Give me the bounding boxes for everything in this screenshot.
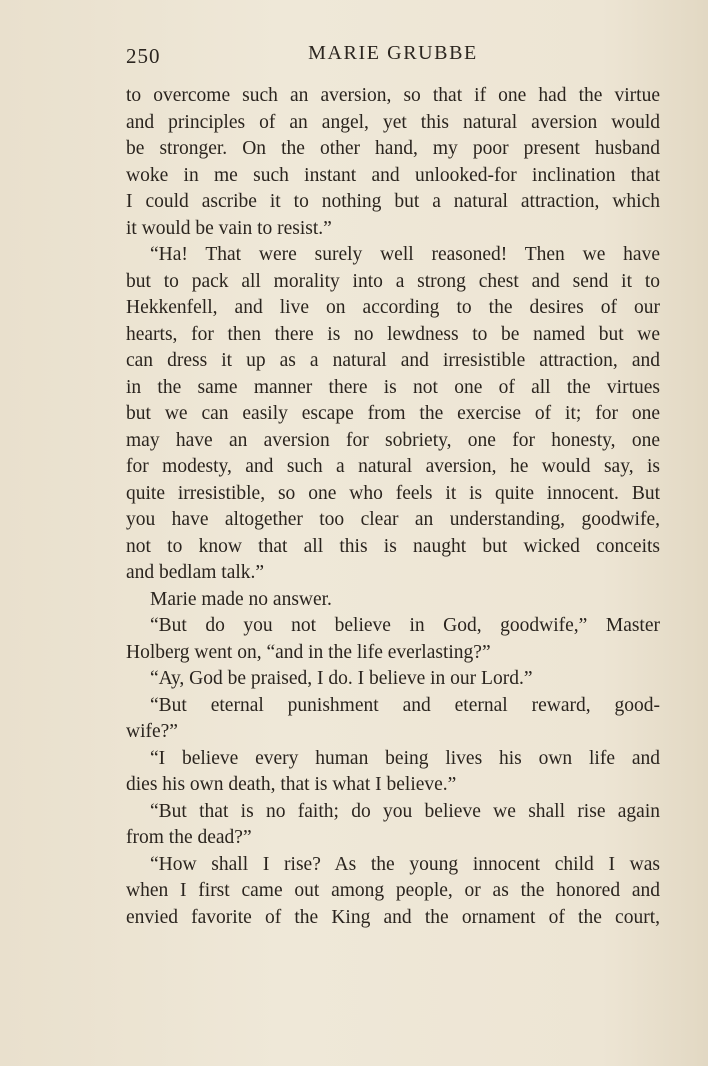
text-line: from the dead?” (126, 827, 252, 848)
text-line: “I believe every human being lives his own life and (150, 747, 660, 769)
text-line: wife?” (126, 721, 178, 742)
body-text (126, 83, 660, 931)
text-line: to overcome such an aversion, so that if one had the virtue (126, 85, 660, 106)
running-head (126, 42, 660, 70)
text-line: “But do you not believe in God, goodwife,” Master (150, 615, 660, 636)
text-line: “Ay, God be praised, I do. I believe in our Lord.” (150, 668, 533, 689)
text-line: may have an aversion for sobriety, one for honesty, one (126, 429, 660, 451)
book-title: MARIE GRUBBE (308, 42, 478, 64)
text-line: it would be vain to resist.” (126, 217, 332, 239)
text-line: dies his own death, that is what I believe.” (126, 774, 457, 795)
text-line: hearts, for then there is no lewdness to be named but we (126, 323, 660, 345)
text-line: for modesty, and such a natural aversion, he would say, is (126, 456, 660, 477)
text-line: and principles of an angel, yet this natural aversion would (126, 111, 660, 133)
text-line: when I first came out among people, or as the honored and (126, 880, 660, 901)
text-line: Holberg went on, “and in the life everlasting?” (126, 641, 491, 663)
text-line: in the same manner there is not one of all the virtues (126, 376, 660, 398)
text-line: I could ascribe it to nothing but a natural attraction, which (126, 191, 660, 212)
text-line: envied favorite of the King and the ornament of the court, (126, 906, 660, 928)
text-line: “But that is no faith; do you believe we shall rise again (150, 800, 660, 822)
text-line: you have altogether too clear an understanding, goodwife, (126, 509, 660, 530)
text-line: be stronger. On the other hand, my poor present husband (126, 138, 660, 159)
text-line: “But eternal punishment and eternal reward, good- (150, 694, 660, 716)
text-line: can dress it up as a natural and irresistible attraction, and (126, 350, 660, 371)
text-line: but to pack all morality into a strong chest and send it to (126, 270, 660, 292)
text-line: woke in me such instant and unlooked-for inclination that (126, 164, 660, 186)
text-line: not to know that all this is naught but wicked conceits (126, 535, 660, 557)
text-line: Marie made no answer. (150, 588, 332, 610)
text-line: Hekkenfell, and live on according to the desires of our (126, 297, 660, 318)
text-line: “Ha! That were surely well reasoned! Then we have (150, 244, 660, 265)
text-line: “How shall I rise? As the young innocent child I was (150, 853, 660, 875)
page-number: 250 (126, 44, 161, 68)
text-line: but we can easily escape from the exercise of it; for one (126, 403, 660, 424)
text-line: and bedlam talk.” (126, 562, 265, 583)
text-line: quite irresistible, so one who feels it is quite innocent. But (126, 482, 660, 504)
